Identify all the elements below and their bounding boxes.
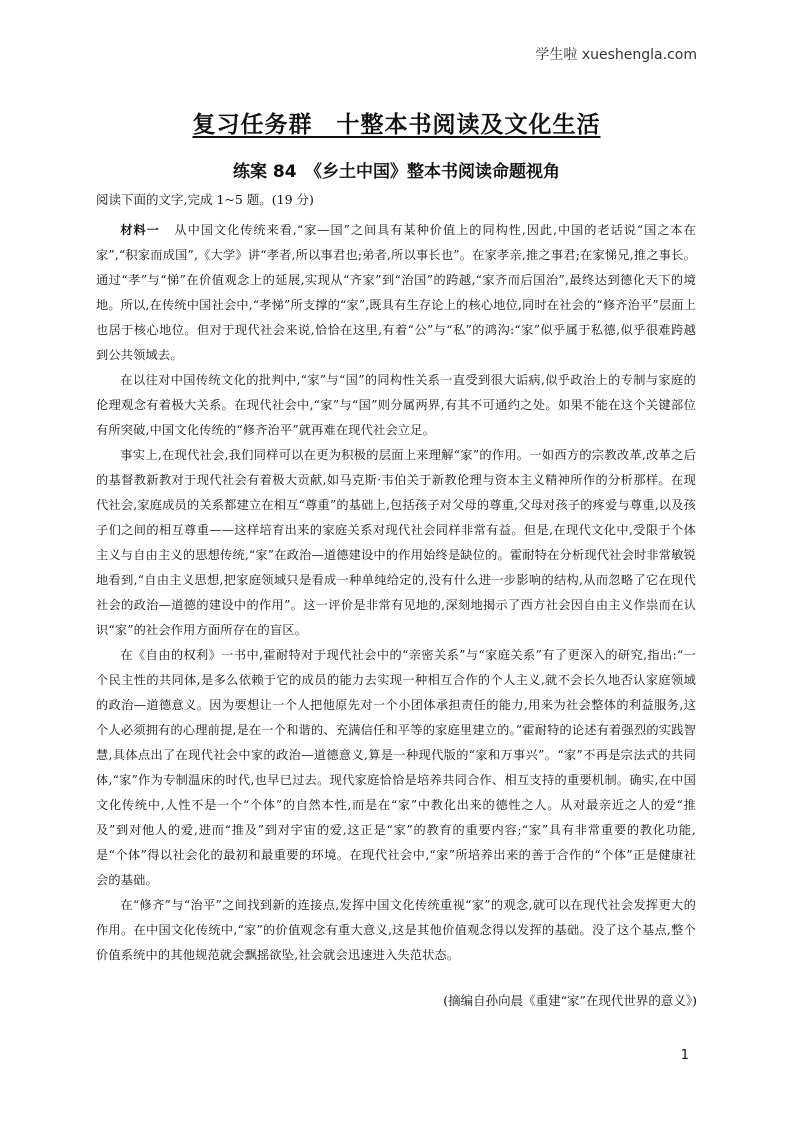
reading-passage <box>96 218 696 968</box>
page-subtitle: 练案 84 《乡土中国》整本书阅读命题视角 <box>232 162 561 182</box>
paragraph-4: 在《自由的权利》一书中,霍耐特对于现代社会中的“亲密关系”与“家庭关系”有了更深入的研究,指出:“一个民主性的共同体,是多么依赖于它的成员的能力去实现一种相互合作的个人主义,就不会长久地否认家庭领域的政治—道德意义。因为要想让一个人把他原先对一个小团体承担责任的能力,用来为社会整体的利益服务,这个人必须拥有的心理前提,是在一个和谐的、充满信任和平等的家庭里建立的。”霍耐特的论述有着强烈的实践智慧,具体点出了在现代社会中家的政治—道德意义,算是一种现代版的“家和万事兴”。“家”不再是宗法式的共同体,“家”作为专制温床的时代,也早已过去。现代家庭恰恰是培养共同合作、相互支持的重要机制。确实,在中国文化传统中,人性不是一个“个体”的自然本性,而是在“家”中教化出来的德性之人。从对最亲近之人的爱“推及”到对他人的爱,进而“推及”到对宇宙的爱,这正是“家”的教育的重要内容;“家”具有非常重要的教化功能,是“个体”得以社会化的最初和最重要的环境。在现代社会中,“家”所培养出来的善于合作的“个体”正是健康社会的基础。 <box>96 648 696 887</box>
page-number: 1 <box>680 1048 689 1063</box>
paragraph-text: 从中国文化传统来看,“家—国”之间具有某种价值上的同构性,因此,中国的老话说“国之本在家”,“积家而成国”,《大学》讲“孝者,所以事君也;弟者,所以事长也”。在家孝亲,推之事君;在家悌兄,推之事长。通过“孝”与“悌”在价值观念上的延展,实现从“齐家”到“治国”的跨越,“家齐而后国治”,最终达到德化天下的境地。所以,在传统中国社会中,“孝悌”所支撑的“家”,既具有生存论上的核心地位,同时在社会的“修齐治平”层面上也居于核心地位。但对于现代社会来说,恰恰在这里,有着“公”与“私”的鸿沟:“家”似乎属于私德,似乎很难跨越到公共领域去。 <box>96 223 696 362</box>
paragraph-3: 事实上,在现代社会,我们同样可以在更为积极的层面上来理解“家”的作用。一如西方的宗教改革,改革之后的基督教新教对于现代社会有着极大贡献,如马克斯·韦伯关于新教伦理与资本主义精神所作的分析那样。在现代社会,家庭成员的关系都建立在相互“尊重”的基础上,包括孩子对父母的尊重,父母对孩子的疼爱与尊重,以及孩子们之间的相互尊重——这样培育出来的家庭关系对现代社会同样非常有益。但是,在现代文化中,受限于个体主义与自由主义的思想传统,“家”在政治—道德建设中的作用始终是缺位的。霍耐特在分析现代社会时非常敏锐地看到,“自由主义思想,把家庭领域只是看成一种单纯给定的,没有什么进一步影响的结构,从而忽略了它在现代社会的政治—道德的建设中的作用”。这一评价是非常有见地的,深刻地揭示了西方社会因自由主义作祟而在认识“家”的社会作用方面所存在的盲区。 <box>96 448 696 637</box>
page-title: 复习任务群 十整本书阅读及文化生活 <box>192 112 601 138</box>
reading-instruction: 阅读下面的文字,完成 1~5 题。(19 分) <box>96 192 314 207</box>
source-citation: (摘编自孙向晨《重建“家”在现代世界的意义》) <box>443 993 697 1008</box>
paragraph-2: 在以往对中国传统文化的批判中,“家”与“国”的同构性关系一直受到很大诟病,似乎政治上的专制与家庭的伦理观念有着极大关系。在现代社会中,“家”与“国”则分属两界,有其不可通约之处。如果不能在这个关键部位有所突破,中国文化传统的“修齐治平”就再难在现代社会立足。 <box>96 373 696 437</box>
site-watermark: 学生啦 xueshengla.com <box>535 47 697 63</box>
material-label: 材料一 <box>120 223 160 237</box>
paragraph-1 <box>96 218 696 368</box>
paragraph-5: 在“修齐”与“治平”之间找到新的连接点,发挥中国文化传统重视“家”的观念,就可以在现代社会发挥更大的作用。在中国文化传统中,“家”的价值观念有重大意义,这是其他价值观念得以发挥的基础。没了这个基点,整个价值系统中的其他规范就会飘摇欲坠,社会就会迅速进入失范状态。 <box>96 898 696 962</box>
